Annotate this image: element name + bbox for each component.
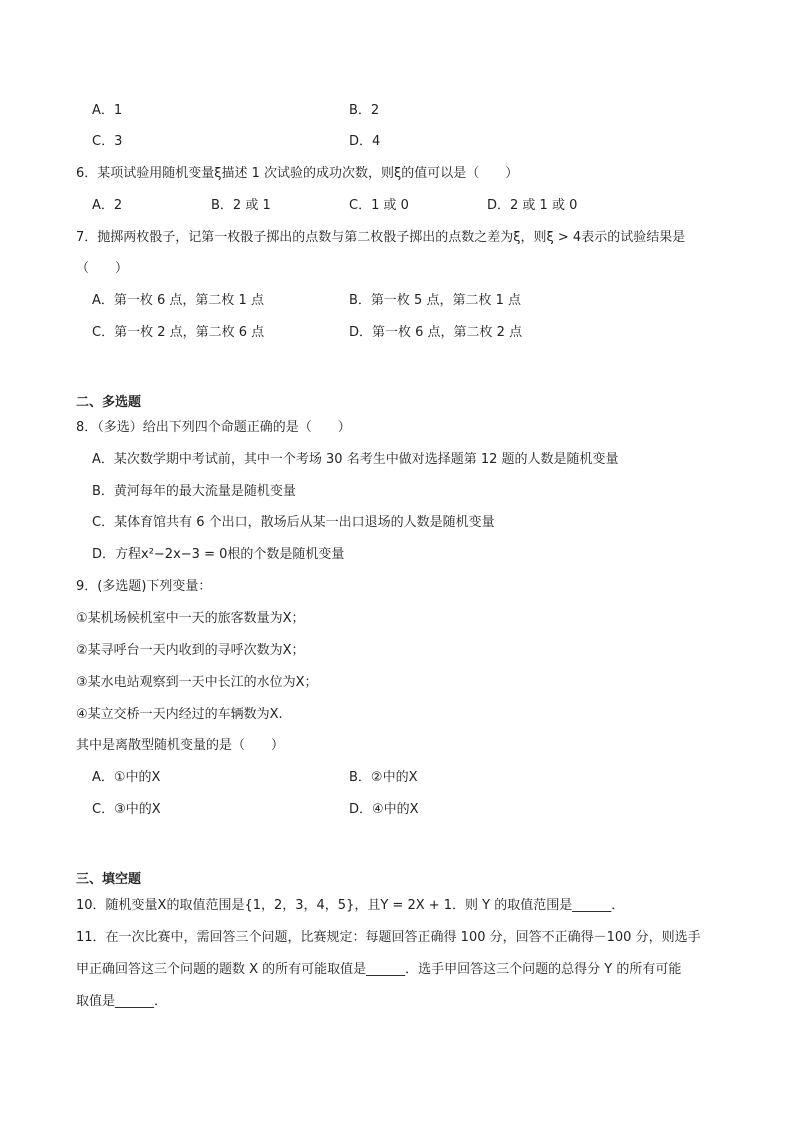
q5-option-d: D．4 — [349, 134, 381, 149]
q9-option-d: D．④中的X — [349, 802, 419, 817]
q9-item-4: ④某立交桥一天内经过的车辆数为X. — [76, 707, 283, 722]
q5-option-b: B．2 — [349, 103, 380, 118]
q8-option-c: C．某体育馆共有 6 个出口，散场后从某一出口退场的人数是随机变量 — [92, 515, 495, 530]
q6-option-b: B．2 或 1 — [211, 198, 271, 213]
q8-stem: 8．（多选）给出下列四个命题正确的是（ ） — [76, 420, 351, 435]
q9-item-2: ②某寻呼台一天内收到的寻呼次数为X； — [76, 643, 305, 658]
q5-option-c: C．3 — [92, 134, 123, 149]
q7-option-b: B．第一枚 5 点，第二枚 1 点 — [349, 293, 521, 308]
q9-item-3: ③某水电站观察到一天中长江的水位为X； — [76, 675, 318, 690]
q9-option-c: C．③中的X — [92, 802, 161, 817]
q7-option-a: A．第一枚 6 点，第二枚 1 点 — [92, 293, 264, 308]
q6-option-a: A．2 — [92, 198, 123, 213]
q9-option-a: A．①中的X — [92, 770, 161, 785]
q8-option-b: B．黄河每年的最大流量是随机变量 — [92, 484, 296, 499]
q8-option-d: D．方程x²−2x−3 = 0根的个数是随机变量 — [92, 547, 345, 562]
q9-option-b: B．②中的X — [349, 770, 418, 785]
q6-option-d: D．2 或 1 或 0 — [487, 198, 578, 213]
q9-stem: 9．(多选题)下列变量： — [76, 579, 212, 594]
q11-stem-line2: 甲正确回答这三个问题的题数 X 的所有可能取值是______．选手甲回答这三个问题的总得分 Y 的所有可能 — [76, 962, 682, 977]
q10-stem: 10．随机变量X的取值范围是{1，2，3，4，5}，且Y = 2X + 1．则 Y 的取值范围是______． — [76, 898, 625, 913]
q11-stem-line1: 11．在一次比赛中，需回答三个问题，比赛规定：每题回答正确得 100 分，回答不正确得－100 分，则选手 — [76, 930, 701, 945]
q8-option-a: A．某次数学期中考试前，其中一个考场 30 名考生中做对选择题第 12 题的人数是随机变量 — [92, 452, 619, 467]
q9-question: 其中是离散型随机变量的是（ ） — [76, 738, 285, 753]
q7-stem-line2: （ ） — [76, 261, 129, 276]
q7-stem-line1: 7．抛掷两枚骰子，记第一枚骰子掷出的点数与第二枚骰子掷出的点数之差为ξ，则ξ > 4表示的试验结果是 — [76, 230, 686, 245]
q7-option-d: D．第一枚 6 点，第二枚 2 点 — [349, 325, 523, 340]
q5-option-a: A．1 — [92, 103, 123, 118]
q11-stem-line3: 取值是______． — [76, 994, 168, 1009]
q6-stem: 6．某项试验用随机变量ξ描述 1 次试验的成功次数，则ξ的值可以是（ ） — [76, 166, 519, 181]
section-title-fill-in: 三、填空题 — [76, 872, 142, 887]
q9-item-1: ①某机场候机室中一天的旅客数量为X； — [76, 611, 305, 626]
q6-option-c: C．1 或 0 — [349, 198, 409, 213]
q7-option-c: C．第一枚 2 点，第二枚 6 点 — [92, 325, 265, 340]
section-title-multiple-choice: 二、多选题 — [76, 395, 142, 410]
